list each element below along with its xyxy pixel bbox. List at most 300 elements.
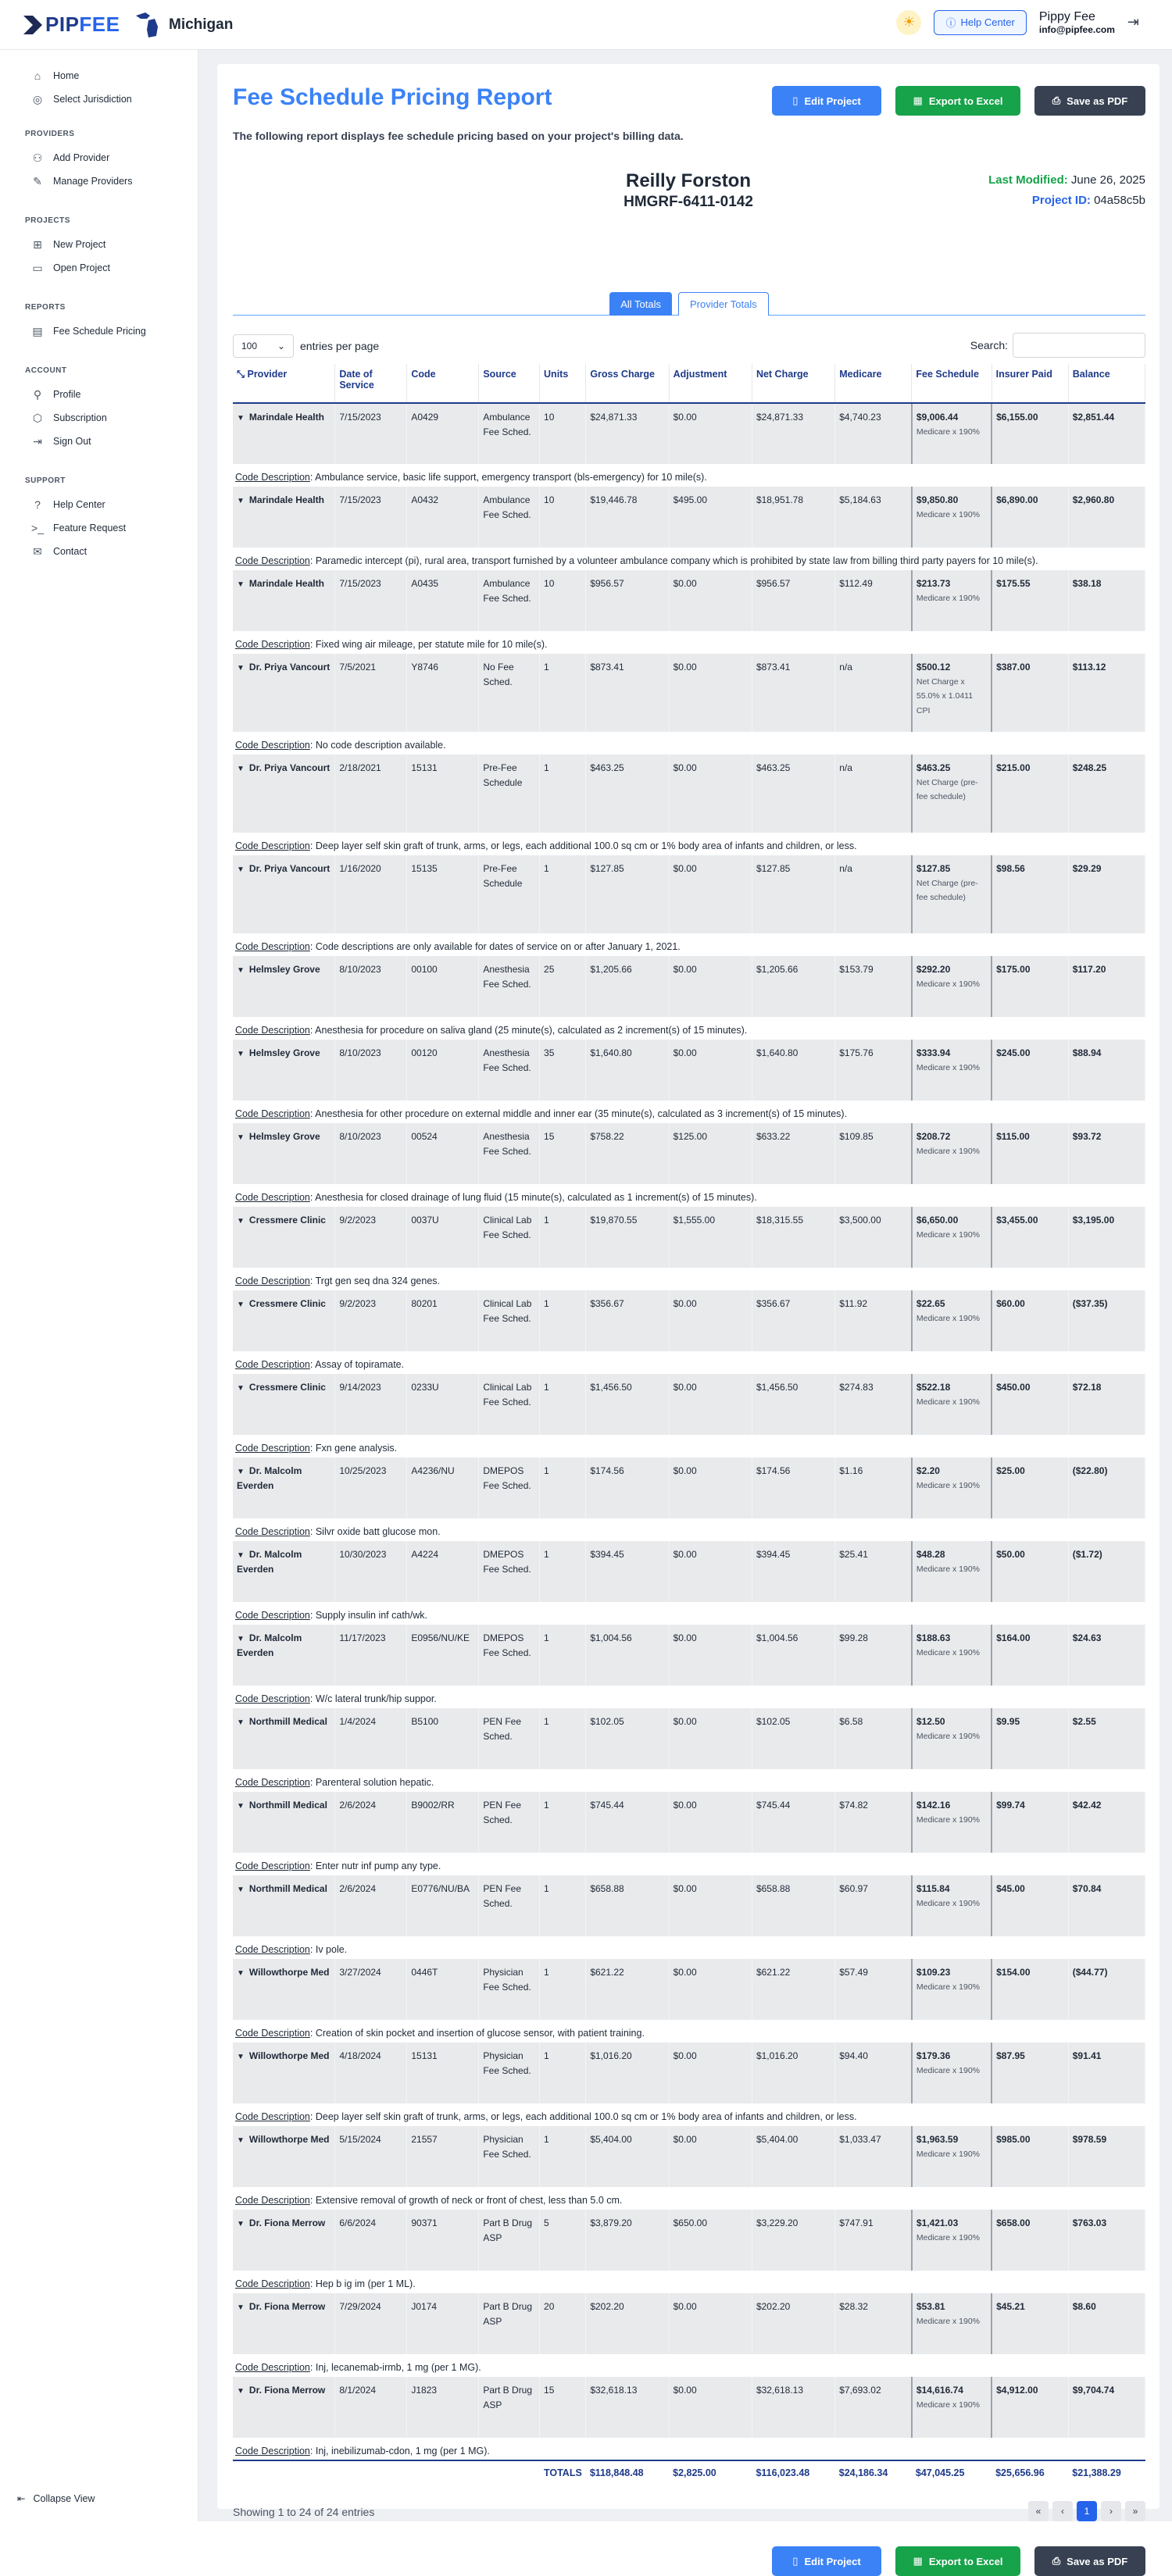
cell-provider (233, 1625, 335, 1686)
table-row[interactable] (233, 1792, 1145, 1853)
code-description-row (233, 1184, 1145, 1207)
cell-value: $1,963.59 (916, 2134, 959, 2145)
expand-triangle-icon[interactable]: ▼ (237, 2220, 245, 2228)
cell-medicare (835, 1792, 912, 1853)
code-description: Code Description: Fxn gene analysis. (233, 1435, 1145, 1457)
cell-value: $117.20 (1072, 964, 1106, 975)
expand-triangle-icon[interactable]: ▼ (237, 1886, 245, 1894)
cell-provider (233, 855, 335, 933)
cell-value: 1 (544, 1800, 549, 1811)
cell-date (335, 1374, 407, 1435)
cell-source (479, 1708, 540, 1769)
cell-value: $93.72 (1072, 1131, 1102, 1142)
cell-value: 00120 (411, 1047, 438, 1058)
save-pdf-button[interactable] (1034, 86, 1145, 116)
cell-medicare (835, 1123, 912, 1184)
entries-label: entries per page (300, 340, 380, 352)
cell-value: $0.00 (673, 2134, 697, 2145)
code-description-text: Creation of skin pocket and insertion of glucose sensor, with patient training. (315, 2028, 645, 2039)
code-description-text: Anesthesia for procedure on saliva gland (25 minute(s), calculated as 2 increment(s) of 15 minutes). (315, 1025, 748, 1036)
logo-text-fee: FEE (79, 12, 120, 36)
tab-provider-totals[interactable]: Provider Totals (678, 292, 769, 316)
cell-provider (233, 1040, 335, 1101)
column-header[interactable] (669, 364, 752, 403)
code-description-text: Code descriptions are only available for dates of service on or after January 1, 2021. (315, 941, 681, 952)
cell-value: $985.00 (996, 2134, 1031, 2145)
sidebar-item-home[interactable] (0, 64, 198, 87)
code-description: Code Description: W/c lateral trunk/hip suppor. (233, 1686, 1145, 1708)
cell-code (407, 956, 479, 1017)
cell-medicare (835, 654, 912, 732)
cell-net (752, 2377, 834, 2438)
column-header-label: Gross Charge (590, 369, 655, 380)
printer-icon: ⎙ (1052, 95, 1061, 106)
column-header-label: Provider (247, 369, 288, 380)
table-row[interactable] (233, 2377, 1145, 2438)
code-description-row (233, 1017, 1145, 1040)
code-description-row (233, 2187, 1145, 2210)
last-modified-value: June 26, 2025 (1070, 173, 1145, 187)
cell-value: $3,500.00 (839, 1215, 881, 1226)
cell-adj (669, 1792, 752, 1853)
cell-value: $248.25 (1072, 762, 1107, 773)
cell-value: $1,016.20 (590, 2050, 632, 2061)
cell-value: $202.20 (590, 2301, 624, 2312)
table-row[interactable] (233, 1207, 1145, 1268)
cell-value: $3,455.00 (996, 1215, 1038, 1226)
cell-source (479, 1290, 540, 1351)
code-description: Code Description: Creation of skin pocket and insertion of glucose sensor, with patient training. (233, 2020, 1145, 2043)
cell-value: 1 (544, 863, 549, 874)
cell-value: A0435 (411, 578, 439, 589)
page-button[interactable]: » (1125, 2501, 1145, 2521)
cell-value: ($37.35) (1072, 1298, 1108, 1309)
cell-adj (669, 1040, 752, 1101)
cell-value: $28.32 (839, 2301, 868, 2312)
cell-value: $1,421.03 (916, 2217, 959, 2228)
expand-triangle-icon[interactable]: ▼ (237, 497, 245, 505)
cell-source (479, 1625, 540, 1686)
cell-value: B9002/RR (411, 1800, 455, 1811)
sidebar-item-label: Subscription (53, 412, 107, 423)
spreadsheet-icon: ▦ (913, 95, 923, 106)
table-row[interactable] (233, 1625, 1145, 1686)
logo[interactable] (23, 12, 120, 37)
cell-units (540, 2377, 586, 2438)
table-body (233, 403, 1145, 2482)
page-length-select[interactable] (233, 334, 294, 358)
sidebar-item-help-center[interactable] (0, 493, 198, 516)
column-header[interactable] (835, 364, 912, 403)
sidebar-item-open-project[interactable] (0, 256, 198, 280)
sidebar-item-fee-schedule-pricing[interactable] (0, 319, 198, 343)
expand-triangle-icon[interactable]: ▼ (237, 580, 245, 589)
column-header[interactable] (540, 364, 586, 403)
expand-triangle-icon[interactable]: ▼ (237, 865, 245, 874)
table-row[interactable] (233, 403, 1145, 464)
cell-value: 21557 (411, 2134, 438, 2145)
cell-value: $1,456.50 (590, 1382, 632, 1393)
code-description-text: Anesthesia for other procedure on external middle and inner ear (35 minute(s), calculated as 3 increment(s) of 15 minutes). (315, 1108, 848, 1119)
cell-fee (912, 1875, 992, 1936)
column-header-label: Net Charge (756, 369, 809, 380)
cell-units (540, 1959, 586, 2020)
table-row[interactable] (233, 956, 1145, 1017)
table-row[interactable] (233, 1040, 1145, 1101)
cell-value: $9.95 (996, 1716, 1020, 1727)
cell-code (407, 1625, 479, 1686)
page-button[interactable]: « (1028, 2501, 1049, 2521)
cell-bal (1068, 755, 1145, 833)
table-header (233, 364, 1145, 403)
page-button[interactable]: ‹ (1052, 2501, 1073, 2521)
code-description-label: Code Description (235, 2362, 310, 2373)
cell-value: $175.55 (996, 578, 1031, 589)
cell-value: $25.00 (996, 1465, 1025, 1476)
help-center-button[interactable] (934, 10, 1026, 35)
cell-source (479, 654, 540, 732)
cell-value: $1,004.56 (590, 1632, 632, 1643)
cell-value: $0.00 (673, 863, 697, 874)
expand-triangle-icon[interactable]: ▼ (237, 2303, 245, 2312)
sidebar-item-subscription[interactable] (0, 406, 198, 430)
page-button[interactable]: 1 (1077, 2501, 1097, 2521)
table-row[interactable] (233, 2126, 1145, 2187)
cell-value: $5,404.00 (590, 2134, 632, 2145)
search-input[interactable] (1013, 333, 1145, 358)
cell-value: $74.82 (839, 1800, 868, 1811)
expand-triangle-icon[interactable]: ▼ (237, 1217, 245, 1226)
collapse-view-button[interactable] (17, 2492, 95, 2504)
code-description-label: Code Description (235, 1861, 310, 1871)
cell-value: $274.83 (839, 1382, 874, 1393)
table-row[interactable] (233, 1541, 1145, 1602)
client-name: Reilly Forston (625, 170, 752, 191)
sidebar-item-profile[interactable] (0, 383, 198, 406)
cell-value: Marindale Health (248, 412, 324, 423)
edit-project-button[interactable] (772, 86, 881, 116)
code-description-row (233, 548, 1145, 570)
code-description-label: Code Description (235, 1276, 310, 1286)
table-row[interactable] (233, 1290, 1145, 1351)
code-description-label: Code Description (235, 2028, 310, 2039)
cell-gross (586, 1207, 669, 1268)
column-header[interactable] (586, 364, 669, 403)
table-row[interactable] (233, 654, 1145, 732)
cell-value: $0.00 (673, 2301, 697, 2312)
cell-value: $333.94 (916, 1047, 951, 1058)
code-description-row (233, 2271, 1145, 2293)
cell-value: 8/1/2024 (339, 2385, 377, 2396)
sidebar-item-add-provider[interactable] (0, 146, 198, 169)
cell-units (540, 1457, 586, 1518)
expand-triangle-icon[interactable]: ▼ (237, 664, 245, 673)
code-description-row (233, 1101, 1145, 1123)
cell-value: $32,618.13 (756, 2385, 803, 2396)
cell-net (752, 2126, 834, 2187)
expand-triangle-icon[interactable]: ▼ (237, 1802, 245, 1811)
table-row[interactable] (233, 2210, 1145, 2271)
cell-value: 90371 (411, 2217, 438, 2228)
cell-code (407, 1959, 479, 2020)
cell-value: Willowthorpe Med (248, 2134, 330, 2145)
export-excel-label: Export to Excel (928, 2555, 1003, 2567)
code-description-text: Supply insulin inf cath/wk. (315, 1610, 427, 1621)
column-header[interactable] (233, 364, 335, 403)
cell-value: $245.00 (996, 1047, 1031, 1058)
expand-triangle-icon[interactable]: ▼ (237, 2053, 245, 2061)
jurisdiction[interactable] (131, 9, 233, 41)
total-value: $25,656.96 (995, 2467, 1045, 2478)
export-excel-button[interactable] (895, 86, 1020, 116)
cell-fee (912, 1040, 992, 1101)
tab-all-totals[interactable]: All Totals (609, 292, 672, 316)
code-description: Code Description: Hep b ig im (per 1 ML). (233, 2271, 1145, 2293)
cell-net (752, 956, 834, 1017)
cell-value: Part B Drug ASP (483, 2385, 533, 2410)
table-row[interactable] (233, 755, 1145, 833)
cell-date (335, 1792, 407, 1853)
sidebar-item-sign-out[interactable] (0, 430, 198, 453)
total-gross (586, 2460, 669, 2482)
fee-calc-note: Medicare x 190% (916, 509, 981, 519)
code-description-row (233, 1518, 1145, 1541)
cell-paid (992, 1207, 1068, 1268)
cell-value: $747.91 (839, 2217, 874, 2228)
table-row[interactable] (233, 1708, 1145, 1769)
cell-gross (586, 855, 669, 933)
table-row[interactable] (233, 1457, 1145, 1518)
total-value: $116,023.48 (756, 2467, 810, 2478)
code-description-row (233, 732, 1145, 755)
theme-toggle-sun-icon[interactable]: ☀ (896, 10, 921, 35)
table-row[interactable] (233, 1959, 1145, 2020)
table-row[interactable] (233, 1123, 1145, 1184)
page-button[interactable]: › (1101, 2501, 1121, 2521)
cell-value: $25.41 (839, 1549, 868, 1560)
cell-date (335, 1541, 407, 1602)
cell-value: $18,315.55 (756, 1215, 803, 1226)
cell-source (479, 1792, 540, 1853)
table-row[interactable] (233, 487, 1145, 548)
column-header[interactable] (752, 364, 834, 403)
cell-code (407, 1457, 479, 1518)
cell-value: $0.00 (673, 1883, 697, 1894)
cell-provider (233, 2043, 335, 2103)
export-excel-button-bottom[interactable] (895, 2546, 1020, 2576)
expand-triangle-icon[interactable]: ▼ (237, 765, 245, 773)
expand-triangle-icon[interactable]: ▼ (237, 1133, 245, 1142)
sidebar-item-label: Profile (53, 389, 81, 400)
cell-value: $0.00 (673, 1716, 697, 1727)
expand-triangle-icon[interactable]: ▼ (237, 1384, 245, 1393)
sidebar-item-select-jurisdiction[interactable] (0, 87, 198, 111)
cell-value: 15 (544, 1131, 555, 1142)
cell-bal (1068, 1374, 1145, 1435)
cell-value: $42.42 (1072, 1800, 1102, 1811)
cell-code (407, 855, 479, 933)
cell-provider (233, 1959, 335, 2020)
expand-triangle-icon[interactable]: ▼ (237, 1718, 245, 1727)
column-header[interactable] (335, 364, 407, 403)
cell-net (752, 2210, 834, 2271)
cell-value: J0174 (411, 2301, 438, 2312)
sidebar-item-label: Feature Request (53, 523, 127, 533)
cell-adj (669, 1708, 752, 1769)
code-description-row (233, 1936, 1145, 1959)
cell-net (752, 1457, 834, 1518)
cell-bal (1068, 2126, 1145, 2187)
cell-paid (992, 755, 1068, 833)
cell-value: $1,033.47 (839, 2134, 881, 2145)
cell-net (752, 755, 834, 833)
sidebar-item-label: Home (53, 70, 80, 81)
column-header[interactable] (479, 364, 540, 403)
table-row[interactable] (233, 2293, 1145, 2354)
cell-value: ($22.80) (1072, 1465, 1108, 1476)
code-description-text: Hep b ig im (per 1 ML). (315, 2278, 416, 2289)
cell-provider (233, 654, 335, 732)
cell-gross (586, 1374, 669, 1435)
table-row[interactable] (233, 855, 1145, 933)
cell-fee (912, 2293, 992, 2354)
cell-paid (992, 1541, 1068, 1602)
cell-date (335, 1457, 407, 1518)
spreadsheet-icon: ▦ (913, 2555, 923, 2567)
cell-gross (586, 403, 669, 464)
cell-value: $1,016.20 (756, 2050, 799, 2061)
cell-value: J1823 (411, 2385, 438, 2396)
code-description-row (233, 1351, 1145, 1374)
column-header[interactable] (912, 364, 992, 403)
cell-value: $495.00 (673, 494, 708, 505)
column-header-label: Medicare (839, 369, 882, 380)
cell-source (479, 1959, 540, 2020)
table-row[interactable] (233, 570, 1145, 631)
fee-calc-note: Medicare x 190% (916, 1982, 981, 1992)
cell-medicare (835, 855, 912, 933)
sidebar-item-new-project[interactable] (0, 233, 198, 256)
expand-triangle-icon[interactable]: ▼ (237, 1468, 245, 1476)
table-row[interactable] (233, 1374, 1145, 1435)
cell-fee (912, 1625, 992, 1686)
cell-value: DMEPOS Fee Sched. (483, 1549, 531, 1575)
cell-bal (1068, 570, 1145, 631)
code-description-label: Code Description (235, 1359, 310, 1370)
expand-triangle-icon[interactable]: ▼ (237, 1050, 245, 1058)
cell-source (479, 2293, 540, 2354)
cell-value: $2.55 (1072, 1716, 1096, 1727)
expand-triangle-icon[interactable]: ▼ (237, 2136, 245, 2145)
code-description-row (233, 1435, 1145, 1457)
cell-value: 0037U (411, 1215, 439, 1226)
expand-triangle-icon[interactable]: ▼ (237, 1635, 245, 1643)
cell-value: $102.05 (756, 1716, 791, 1727)
cell-value: $60.00 (996, 1298, 1025, 1309)
cell-value: $0.00 (673, 1800, 697, 1811)
code-description-text: Enter nutr inf pump any type. (315, 1861, 441, 1871)
cell-value: $179.36 (916, 2050, 951, 2061)
cell-adj (669, 2293, 752, 2354)
cell-paid (992, 1123, 1068, 1184)
cell-bal (1068, 1875, 1145, 1936)
cell-value: $500.12 (916, 662, 951, 673)
cell-value: $9,704.74 (1072, 2385, 1115, 2396)
cell-value: 00524 (411, 1131, 438, 1142)
table-row[interactable] (233, 2043, 1145, 2103)
cell-value: 8/10/2023 (339, 1131, 381, 1142)
cell-code (407, 2210, 479, 2271)
cell-value: E0956/NU/KE (411, 1632, 470, 1643)
code-description-label: Code Description (235, 2446, 310, 2456)
column-header[interactable] (992, 364, 1068, 403)
code-description: Code Description: Parenteral solution hepatic. (233, 1769, 1145, 1792)
save-pdf-button-bottom[interactable] (1034, 2546, 1145, 2576)
cell-adj (669, 1290, 752, 1351)
code-description: Code Description: Iv pole. (233, 1936, 1145, 1959)
cell-value: $0.00 (673, 1465, 697, 1476)
cell-date (335, 2377, 407, 2438)
cell-value: 1 (544, 2050, 549, 2061)
column-header[interactable] (1068, 364, 1145, 403)
cell-fee (912, 654, 992, 732)
cell-date (335, 654, 407, 732)
cell-value: 10 (544, 412, 555, 423)
cell-value: $5,184.63 (839, 494, 881, 505)
sidebar-item-contact[interactable] (0, 540, 198, 563)
cell-units (540, 1792, 586, 1853)
table-row[interactable] (233, 1875, 1145, 1936)
cell-date (335, 1290, 407, 1351)
sidebar-item-label: Manage Providers (53, 176, 133, 187)
search-label: Search: (970, 339, 1008, 351)
home-icon: ⌂ (34, 70, 41, 82)
code-description-text: Paramedic intercept (pi), rural area, transport furnished by a volunteer ambulance company which is prohibited by state law from billing third party payers for 10 mile(s). (315, 555, 1038, 566)
cell-source (479, 1541, 540, 1602)
expand-triangle-icon[interactable]: ▼ (237, 966, 245, 975)
cell-value: $125.00 (673, 1131, 708, 1142)
column-header[interactable] (407, 364, 479, 403)
cell-value: $115.84 (916, 1883, 950, 1894)
expand-triangle-icon[interactable]: ▼ (237, 2387, 245, 2396)
cell-adj (669, 2126, 752, 2187)
cell-value: $873.41 (756, 662, 791, 673)
sidebar-item-feature-request[interactable] (0, 516, 198, 540)
code-description-row (233, 1769, 1145, 1792)
code-description: Code Description: Assay of topiramate. (233, 1351, 1145, 1374)
cell-value: 2/18/2021 (339, 762, 381, 773)
cell-value: 6/6/2024 (339, 2217, 377, 2228)
logout-icon[interactable]: ⇥ (1127, 14, 1139, 30)
expand-triangle-icon[interactable]: ▼ (237, 1969, 245, 1978)
cell-date (335, 2043, 407, 2103)
cell-fee (912, 487, 992, 548)
edit-project-button-bottom[interactable] (772, 2546, 881, 2576)
cell-code (407, 2293, 479, 2354)
sidebar-item-manage-providers[interactable] (0, 169, 198, 193)
column-header-label: Date of Service (339, 369, 374, 391)
cell-net (752, 2043, 834, 2103)
expand-triangle-icon[interactable]: ▼ (237, 1300, 245, 1309)
code-description-text: Inj, inebilizumab-cdon, 1 mg (per 1 MG). (315, 2446, 490, 2456)
code-description: Code Description: No code description available. (233, 732, 1145, 755)
code-description: Code Description: Supply insulin inf cath/wk. (233, 1602, 1145, 1625)
cell-paid (992, 1374, 1068, 1435)
code-description-label: Code Description (235, 1108, 310, 1119)
pricing-table (233, 364, 1145, 2482)
expand-triangle-icon[interactable]: ▼ (237, 414, 245, 423)
expand-triangle-icon[interactable]: ▼ (237, 1551, 245, 1560)
